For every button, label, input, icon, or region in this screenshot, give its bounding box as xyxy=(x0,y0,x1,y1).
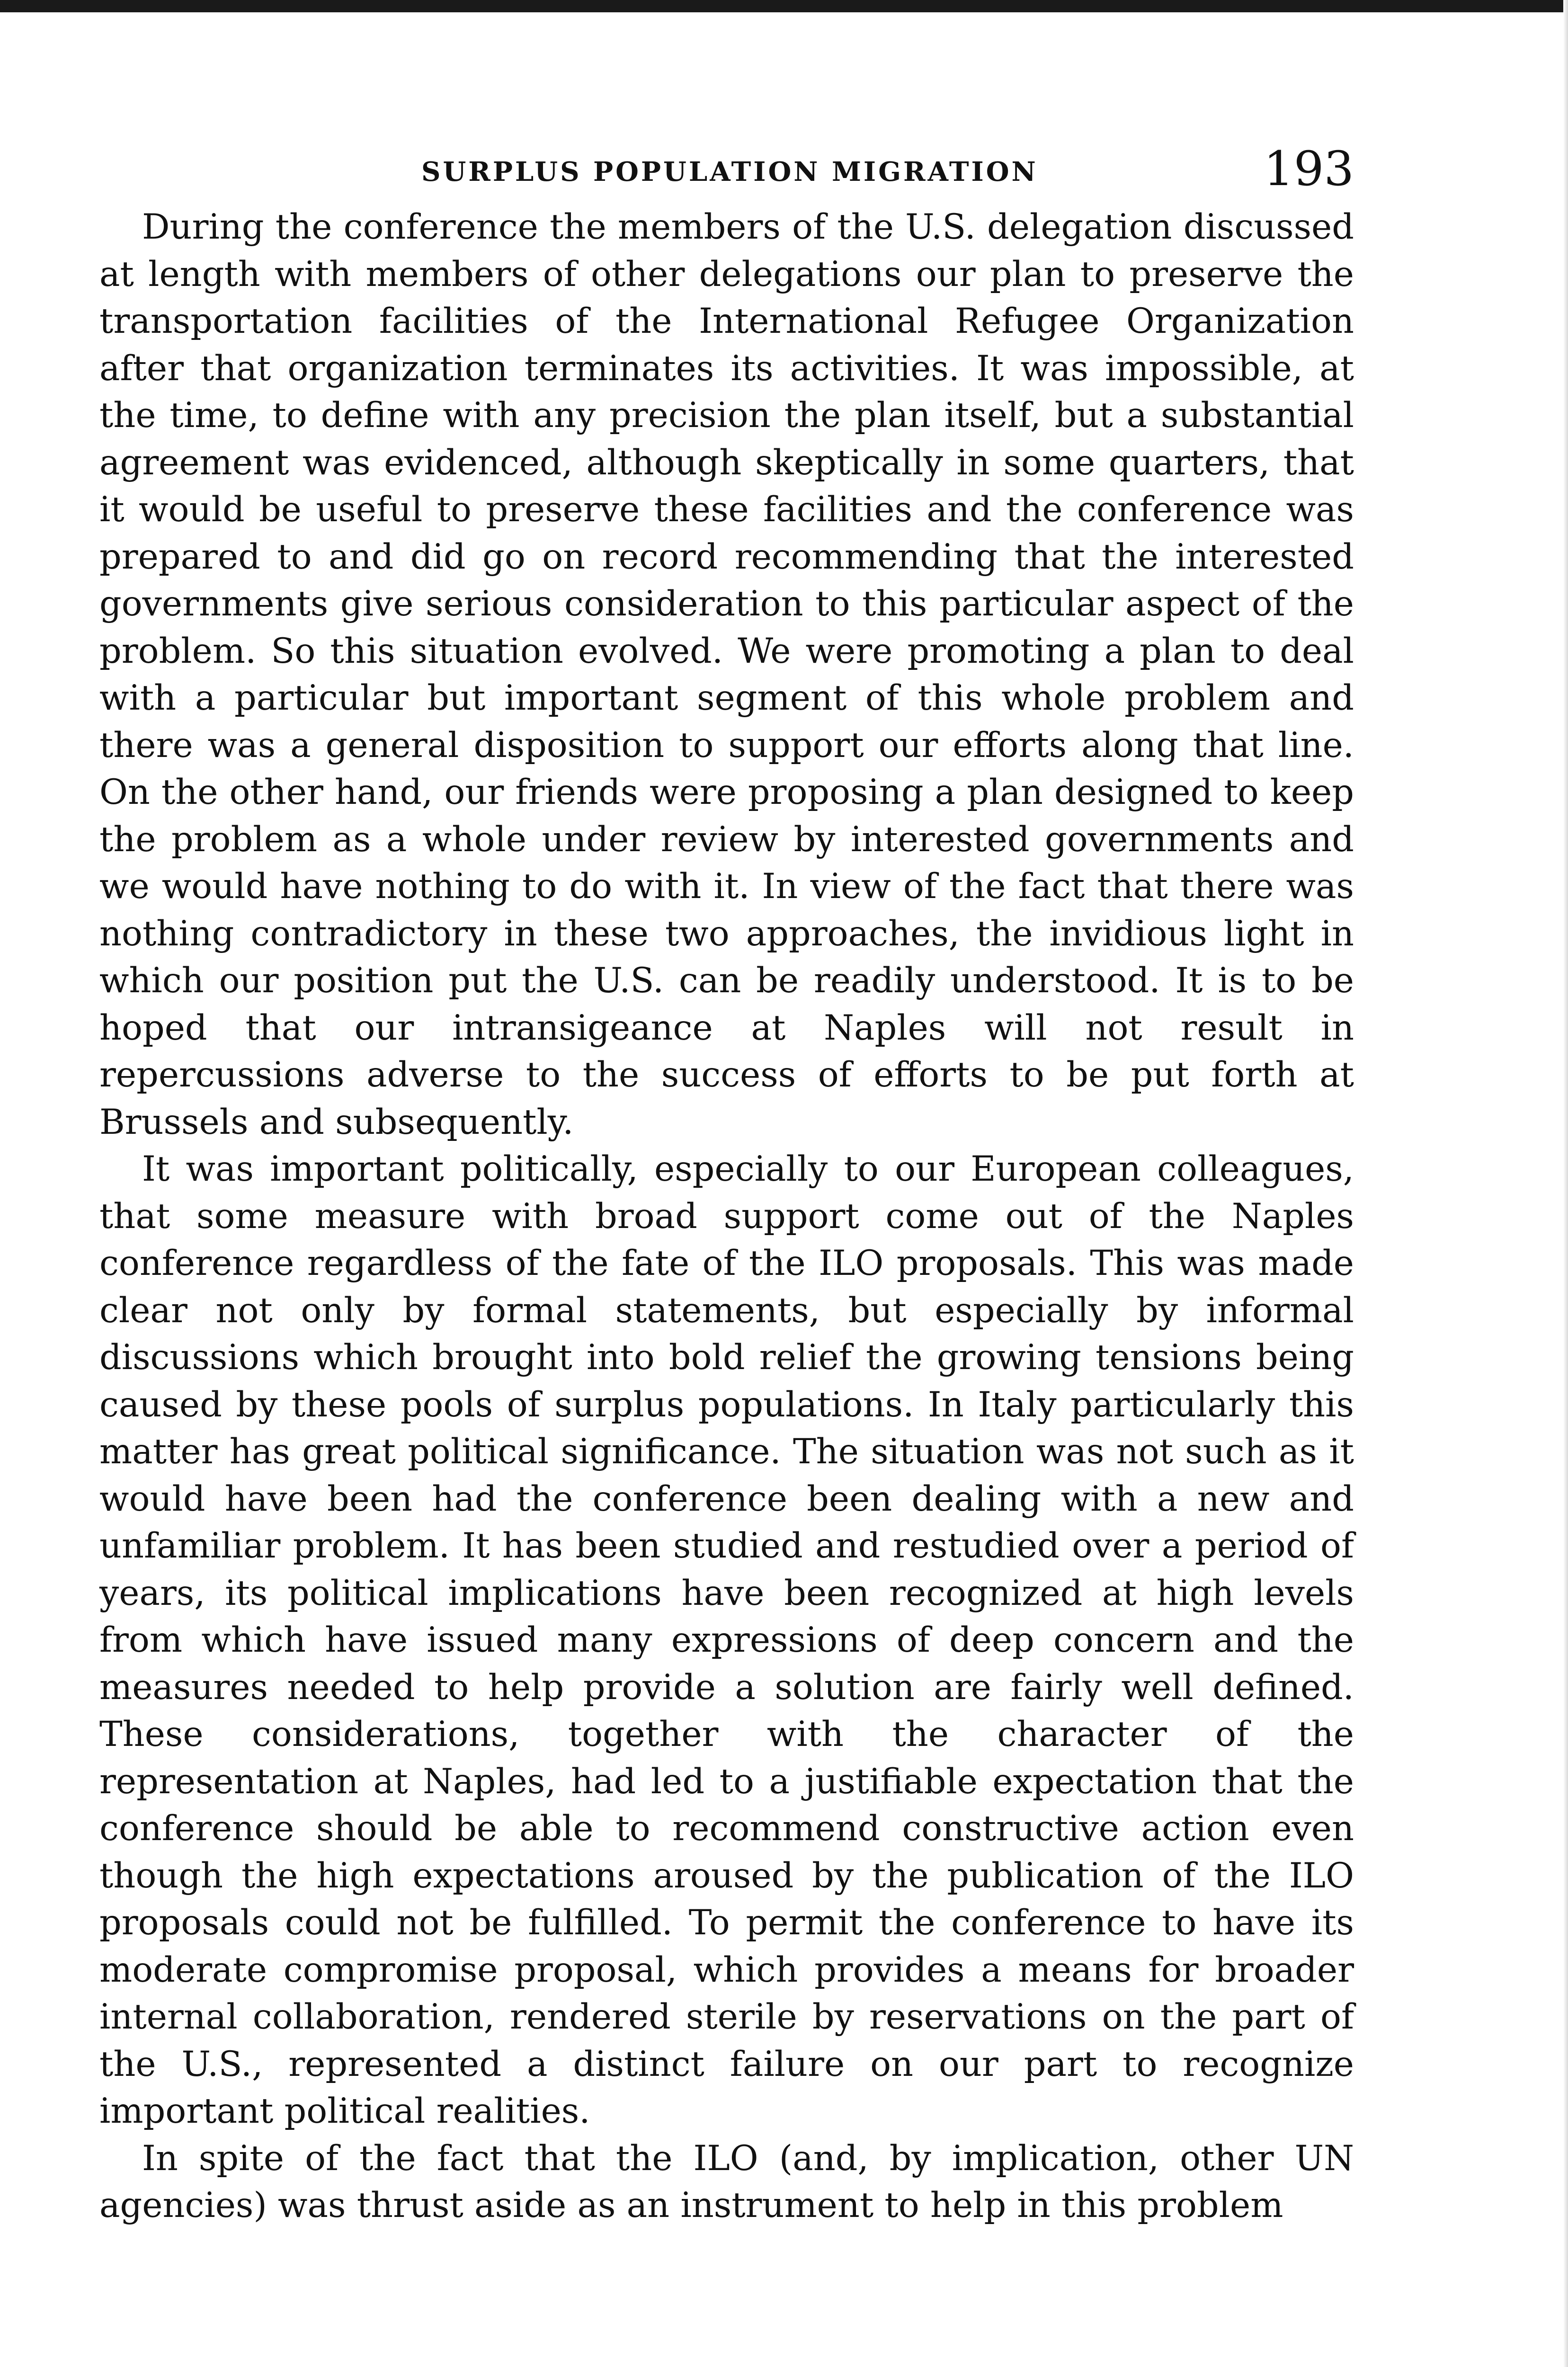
right-page-edge xyxy=(1563,0,1568,2367)
paragraph-2: It was important politically, especially to our European colleagues, that some measure with broad support come out of the Naples conference regardless of the fate of the ILO proposals. This was made clear not only by formal statements, but especially by informal discussions which brought into bold relief the growing tensions being caused by these pools of surplus populations. In Italy particularly this matter has great political significance. The situation was not such as it would have been had the conference been dealing with a new and unfamiliar problem. It has been studied and restudied over a period of years, its political implications have been recognized at high levels from which have issued many expressions of deep concern and the measures needed to help provide a solution are fairly well defined. These considerations, together with the character of the representation at Naples, had led to a justifiable expectation that the conference should be able to recommend constructive action even though the high expectations aroused by the publication of the ILO proposals could not be fulfilled. To permit the conference to have its moderate compromise proposal, which provides a means for broader internal collaboration, rendered sterile by reservations on the part of the U.S., represented a distinct failure on our part to recognize important political realities. xyxy=(99,1149,1354,2131)
running-title: SURPLUS POPULATION MIGRATION xyxy=(421,156,1038,187)
book-page xyxy=(99,137,1354,2229)
running-head xyxy=(99,137,1354,204)
page-number: 193 xyxy=(1264,141,1354,196)
paragraph-3: In spite of the fact that the ILO (and, by implication, other UN agencies) was thrust aside as an instrument to help in this problem xyxy=(99,2138,1354,2225)
body-text xyxy=(99,204,1354,2229)
paragraph-1: During the conference the members of the U.S. delegation discussed at length with members of other delegations our plan to preserve the transportation facilities of the International Refugee Organization after that organization terminates its activities. It was impossible, at the time, to define with any precision the plan itself, but a substantial agreement was evidenced, although skeptically in some quarters, that it would be useful to preserve these facilities and the conference was prepared to and did go on record recommending that the interested governments give serious consideration to this particular aspect of the problem. So this situation evolved. We were promoting a plan to deal with a particular but important segment of this whole problem and there was a general disposition to support our efforts along that line. On the other hand, our friends were proposing a plan designed to keep the problem as a whole under review by interested governments and we would have nothing to do with it. In view of the fact that there was nothing contradictory in these two approaches, the invidious light in which our position put the U.S. can be readily understood. It is to be hoped that our intransigeance at Naples will not result in repercussions adverse to the success of efforts to be put forth at Brussels and subsequently. xyxy=(99,207,1354,1142)
top-scan-border xyxy=(0,0,1568,12)
